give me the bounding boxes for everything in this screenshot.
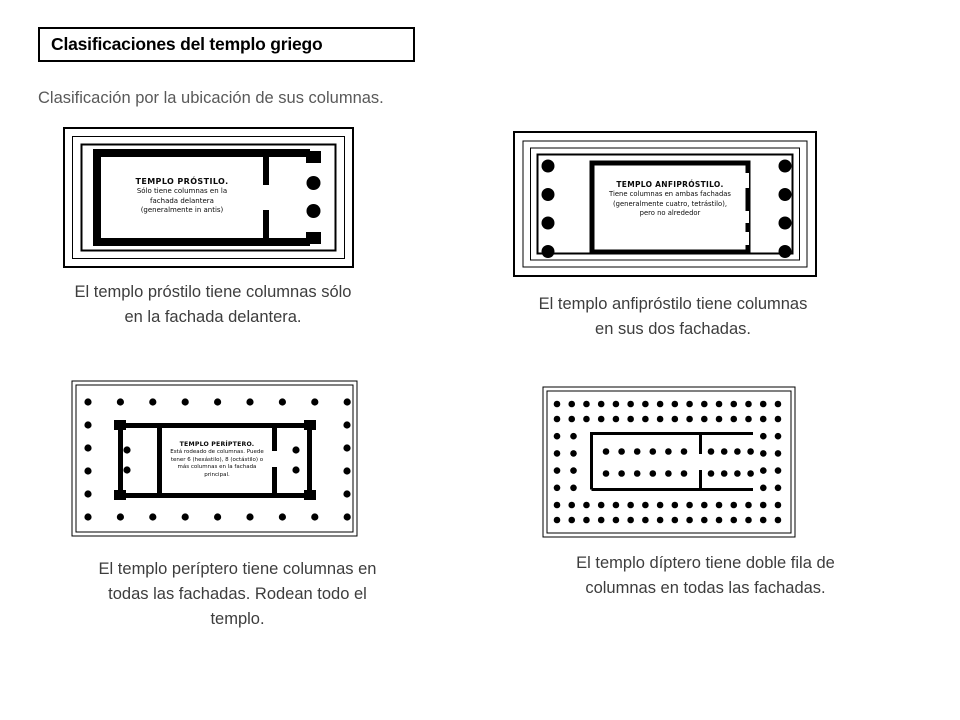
diptero-figure (542, 386, 796, 538)
diptero-caption (515, 551, 896, 601)
plan-label-line: TEMPLO PERÍPTERO. (179, 441, 255, 448)
column-dots (554, 401, 782, 524)
caption-line: en sus dos fachadas. (595, 320, 751, 338)
anfiprostilo-plan-label (599, 180, 741, 219)
caption-line: El templo anfipróstilo tiene columnas (538, 295, 808, 313)
caption-line: columnas en todas las fachadas. (585, 579, 826, 597)
prostilo-figure (63, 127, 354, 268)
plan-label-line: pero no alrededor (639, 209, 701, 218)
plan-label-line: Sólo tiene columnas en la (136, 187, 228, 195)
caption-line: todas las fachadas. Rodean todo el (108, 585, 367, 603)
plan-label-line: Tiene columnas en ambas fachadas (609, 190, 731, 198)
caption-line: en la fachada delantera. (124, 308, 302, 326)
plan-label-line: TEMPLO ANFIPRÓSTILO. (616, 180, 724, 189)
anfiprostilo-figure (513, 131, 817, 277)
periptero-figure (71, 380, 358, 537)
slide-title: Clasificaciones del templo griego (51, 34, 323, 54)
plan-label-line: más columnas en la fachada (177, 464, 257, 471)
diptero-plan-drawing (542, 386, 796, 538)
caption-line: El templo díptero tiene doble fila de (576, 554, 835, 572)
caption-line: El templo próstilo tiene columnas sólo (74, 283, 352, 301)
column-dots (307, 176, 321, 218)
plan-label-line: Está rodeado de columnas. Puede (170, 449, 264, 455)
anfiprostilo-caption (498, 292, 848, 342)
plan-label-line: tener 6 (hexástilo), 8 (octástilo) o (170, 456, 264, 463)
prostilo-caption (40, 280, 386, 330)
title-box (38, 27, 415, 62)
subtitle: Clasificación por la ubicación de sus columnas. (38, 89, 384, 107)
periptero-caption (60, 557, 415, 632)
plan-label-line: TEMPLO PRÓSTILO. (135, 177, 229, 186)
caption-line: templo. (210, 610, 265, 628)
plan-label-line: (generalmente in antis) (140, 206, 224, 214)
caption-line: El templo períptero tiene columnas en (98, 560, 377, 578)
plan-label-line: fachada delantera (150, 196, 214, 205)
cella-walls (592, 434, 754, 490)
plan-label-line: principal. (204, 472, 230, 479)
prostilo-plan-label (102, 177, 262, 216)
frame-borders (543, 387, 795, 537)
periptero-plan-label (165, 441, 269, 480)
plan-label-line: (generalmente cuatro, tetrástilo), (612, 199, 728, 208)
